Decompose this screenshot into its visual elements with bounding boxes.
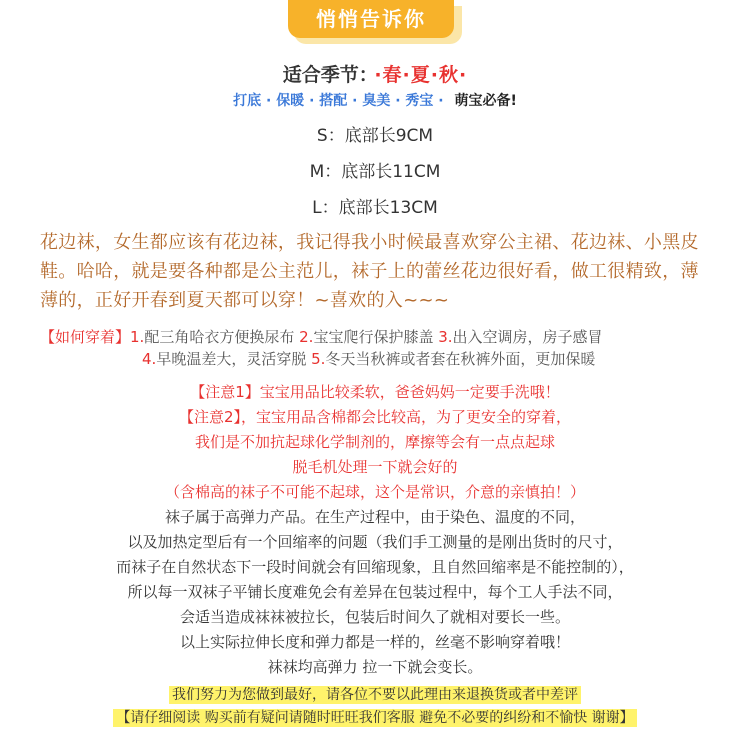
elastic-note-line: 而袜子在自然状态下一段时间就会有回缩现象，且自然回缩率是不能控制的）， — [116, 558, 634, 576]
feature-sep: · — [309, 93, 315, 109]
season-line — [0, 60, 750, 87]
how-to-heading: 【如何穿着】 — [40, 328, 131, 346]
notice-line: 我们是不加抗起球化学制剂的，摩擦等会有一点点起球 — [194, 433, 555, 451]
feature-line — [0, 90, 750, 110]
how-to-num: 5. — [311, 350, 326, 368]
how-to-text: 配三角哈衣方便换尿布 — [144, 328, 295, 346]
elastic-note-line: 以及加热定型后有一个回缩率的问题（我们手工测量的是刚出货时的尺寸， — [127, 533, 623, 551]
footer-note — [0, 707, 750, 727]
feature-item: 保暖 — [276, 93, 305, 109]
feature-item: 臭美 — [362, 93, 391, 109]
footer-note — [0, 684, 750, 704]
size-l: L：底部长13CM — [312, 198, 438, 218]
how-to-text: 早晚温差大，灵活穿脱 — [156, 350, 307, 368]
elastic-note-line: 以上实际拉伸长度和弹力都是一样的，丝毫不影响穿着哦！ — [179, 633, 570, 651]
feature-item: 打底 — [233, 93, 262, 109]
feature-sep: · — [265, 93, 272, 109]
how-to-num: 2. — [299, 328, 314, 346]
season-value: ·春·夏·秋· — [374, 64, 468, 86]
feature-item: 秀宝 — [405, 93, 434, 109]
size-s: S：底部长9CM — [316, 126, 434, 146]
feature-sep: · — [352, 93, 358, 109]
elastic-note-line: 袜子属于高弹力产品。在生产过程中，由于染色、温度的不同， — [164, 508, 585, 526]
how-to-line-1 — [40, 326, 720, 348]
how-to-line-2 — [40, 348, 720, 370]
season-label: 适合季节： — [282, 64, 369, 86]
how-to-wear — [40, 326, 720, 370]
product-description: 花边袜，女生都应该有花边袜，我记得我小时候最喜欢穿公主裙、花边袜、小黑皮鞋。哈哈，就是要各种都是公主范儿，袜子上的蕾丝花边很好看，做工很精致，薄薄的，正好开春到夏天都可以穿！~喜欢的入~~~ — [40, 232, 699, 311]
how-to-text: 冬天当秋裤或者套在秋裤外面，更加保暖 — [325, 350, 596, 368]
feature-item: 搭配 — [319, 93, 348, 109]
how-to-text: 出入空调房，房子感冒 — [452, 328, 603, 346]
notice-line: （含棉高的袜子不可能不起球，这个是常识，介意的亲慎拍！） — [164, 483, 585, 501]
size-m: M：底部长11CM — [309, 162, 441, 182]
how-to-text: 宝宝爬行保护膝盖 — [313, 328, 434, 346]
how-to-num: 1. — [130, 328, 145, 346]
how-to-num: 3. — [438, 328, 453, 346]
how-to-num: 4. — [142, 350, 157, 368]
footer-note-text: 【请仔细阅读 购买前有疑问请随时旺旺我们客服 避免不必要的纠纷和不愉快 谢谢】 — [113, 709, 636, 727]
notice-line: 【注意1】宝宝用品比较柔软，爸爸妈妈一定要手洗哦！ — [190, 383, 560, 401]
footer-note-text: 我们努力为您做到最好，请各位不要以此理由来退换货或者中差评 — [169, 686, 581, 704]
must-have-label: 萌宝必备! — [454, 93, 517, 109]
notice-line: 脱毛机处理一下就会好的 — [292, 458, 458, 476]
elastic-note-line: 所以每一双袜子平铺长度难免会有差异在包装过程中，每个工人手法不同， — [127, 583, 623, 601]
header-tag — [288, 0, 462, 45]
notice-line: 【注意2】，宝宝用品含棉都会比较高，为了更安全的穿着， — [178, 408, 572, 426]
elastic-note-line: 袜袜均高弹力 拉一下就会变长。 — [267, 658, 483, 676]
feature-sep: · — [438, 93, 444, 109]
feature-sep: · — [395, 93, 401, 109]
header-tag-label: 悄悄告诉你 — [288, 0, 454, 38]
elastic-note-line: 会适当造成袜袜被拉长，包装后时间久了就相对要长一些。 — [179, 608, 570, 626]
